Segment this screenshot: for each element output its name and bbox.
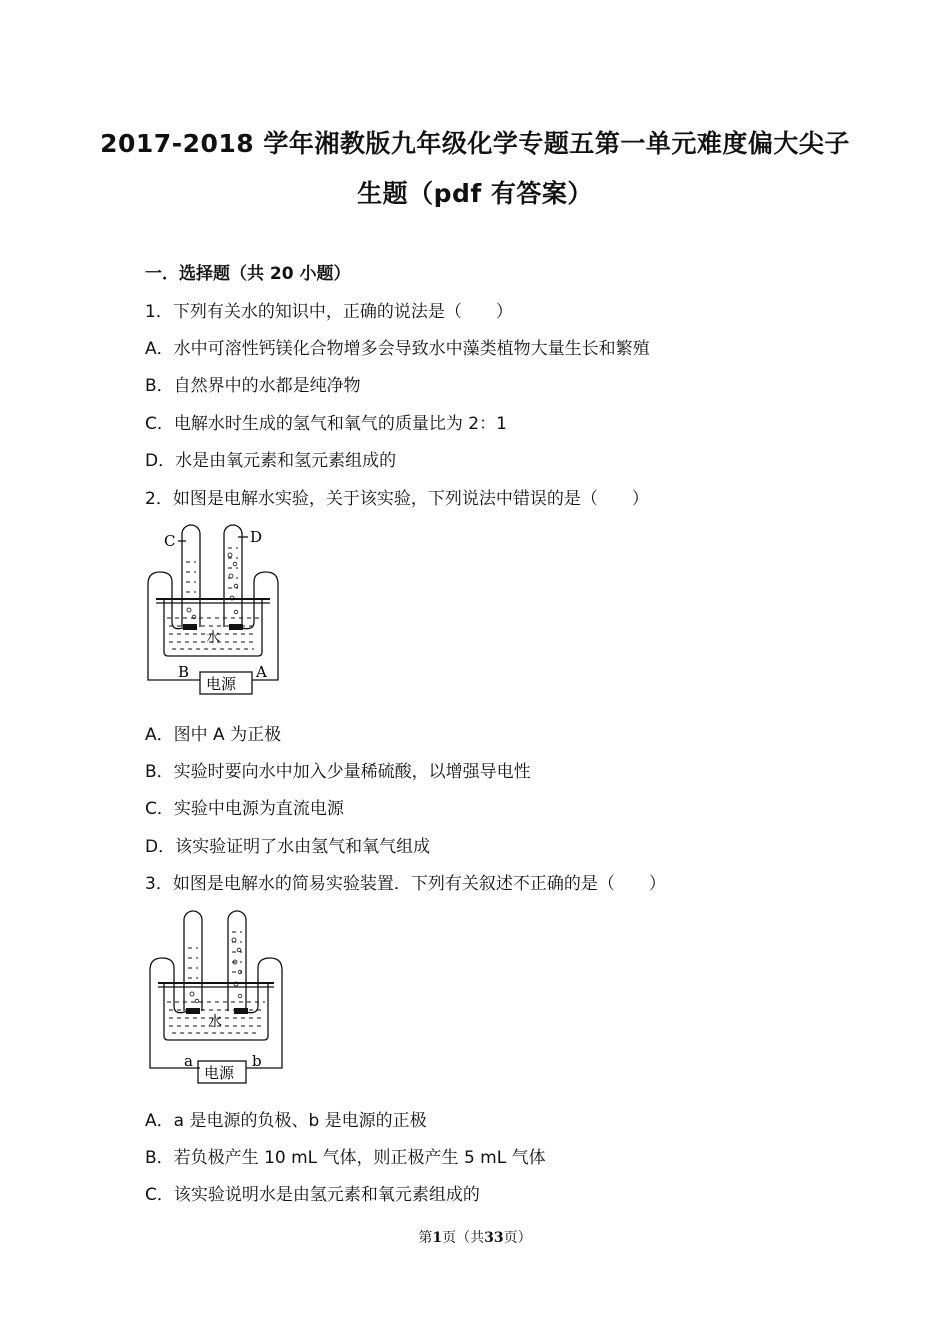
question-3-stem: 3．如图是电解水的简易实验装置．下列有关叙述不正确的是（ ） — [145, 874, 666, 894]
electrolysis-diagram-q2 — [142, 522, 292, 700]
label-water: 水 — [208, 1014, 222, 1030]
question-1-option-d: D．水是由氧元素和氢元素组成的 — [145, 451, 397, 471]
page-footer — [0, 1227, 950, 1247]
question-1-option-b: B．自然界中的水都是纯净物 — [145, 376, 361, 396]
question-3-option-a: A．a 是电源的负极、b 是电源的正极 — [145, 1111, 427, 1131]
electrolysis-diagram-q3 — [142, 906, 292, 1086]
footer-total-pages: 33 — [484, 1230, 504, 1246]
label-power-source: 电源 — [206, 675, 237, 693]
question-1-stem: 1．下列有关水的知识中，正确的说法是（ ） — [145, 302, 513, 322]
label-b-lower: b — [252, 1052, 262, 1070]
footer-suffix: 页） — [503, 1230, 532, 1246]
question-2-stem: 2．如图是电解水实验，关于该实验，下列说法中错误的是（ ） — [145, 489, 649, 509]
question-3-option-c: C．该实验说明水是由氢元素和氧元素组成的 — [145, 1185, 480, 1205]
footer-middle: 页（共 — [442, 1230, 485, 1246]
label-d: D — [250, 528, 263, 546]
section-heading: 一．选择题（共 20 小题） — [145, 264, 351, 284]
label-water: 水 — [206, 630, 220, 646]
footer-prefix: 第 — [418, 1230, 433, 1246]
document-title-line-2: 生题（pdf 有答案） — [357, 179, 593, 208]
question-2-option-d: D．该实验证明了水由氢气和氧气组成 — [145, 837, 431, 857]
question-1-option-a: A．水中可溶性钙镁化合物增多会导致水中藻类植物大量生长和繁殖 — [145, 339, 650, 359]
label-a-lower: a — [184, 1052, 193, 1070]
footer-page-number: 1 — [432, 1230, 443, 1246]
label-power-source: 电源 — [204, 1064, 235, 1082]
document-title-line-1: 2017-2018 学年湘教版九年级化学专题五第一单元难度偏大尖子 — [100, 129, 850, 158]
label-c: C — [164, 532, 176, 550]
question-3-option-b: B．若负极产生 10 mL 气体，则正极产生 5 mL 气体 — [145, 1148, 546, 1168]
label-a: A — [256, 663, 267, 681]
question-2-option-c: C．实验中电源为直流电源 — [145, 799, 344, 819]
label-b: B — [178, 663, 190, 681]
question-2-option-b: B．实验时要向水中加入少量稀硫酸，以增强导电性 — [145, 762, 531, 782]
question-2-option-a: A．图中 A 为正极 — [145, 725, 282, 745]
question-1-option-c: C．电解水时生成的氢气和氧气的质量比为 2：1 — [145, 414, 507, 434]
